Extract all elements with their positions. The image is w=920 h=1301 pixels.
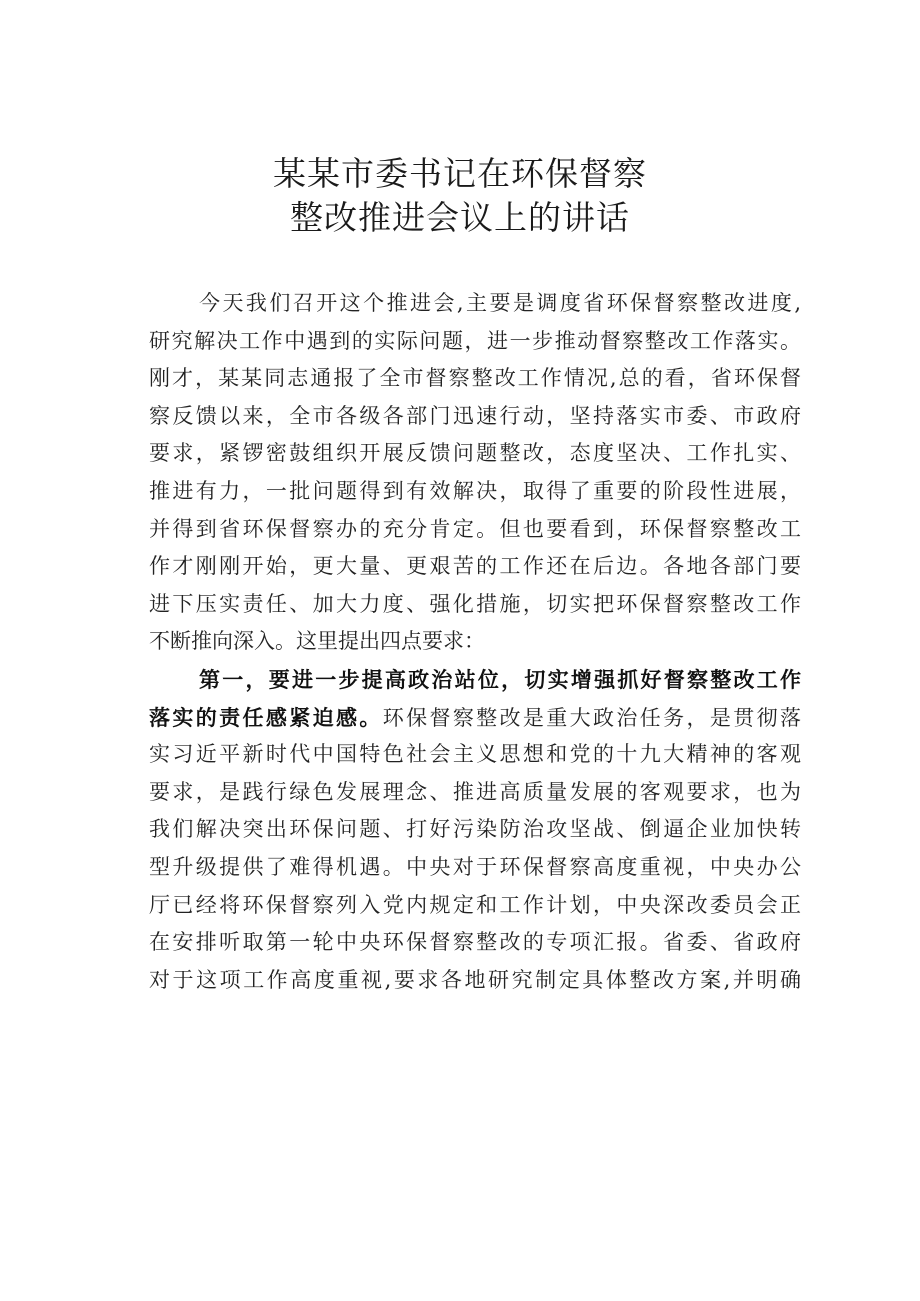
paragraph-line: 研究解决工作中遇到的实际问题，进一步推动督察整改工作落实。 <box>149 328 801 353</box>
paragraph-line: 今天我们召开这个推进会,主要是调度省环保督察整改进度, <box>199 291 801 315</box>
paragraph-line: 作才刚刚开始，更大量、更艰苦的工作还在后边。各地各部门要 <box>149 554 801 579</box>
paragraph-line: 我们解决突出环保问题、打好污染防治攻坚战、倒逼企业加快转 <box>149 817 801 842</box>
document-title <box>0 152 920 240</box>
paragraph-text: 环保督察整改是重大政治任务，是贯彻落 <box>382 705 801 730</box>
title-line-2: 整改推进会议上的讲话 <box>290 198 630 237</box>
paragraph-1 <box>149 285 801 661</box>
paragraph-line: 进下压实责任、加大力度、强化措施，切实把环保督察整改工作 <box>149 591 801 616</box>
paragraph-line: 察反馈以来，全市各级各部门迅速行动，坚持落实市委、市政府 <box>149 403 801 428</box>
title-line-1: 某某市委书记在环保督察 <box>273 154 647 193</box>
section-heading-line: 第一，要进一步提高政治站位，切实增强抓好督察整改工作 <box>199 666 801 692</box>
paragraph-line-mixed <box>149 699 801 737</box>
paragraph-line: 不断推向深入。这里提出四点要求： <box>149 629 485 654</box>
paragraph-line: 刚才，某某同志通报了全市督察整改工作情况,总的看，省环保督 <box>149 366 801 391</box>
paragraph-line: 要求，是践行绿色发展理念、推进高质量发展的客观要求，也为 <box>149 779 801 804</box>
paragraph-line: 在安排听取第一轮中央环保督察整改的专项汇报。省委、省政府 <box>149 930 801 955</box>
paragraph-line: 并得到省环保督察办的充分肯定。但也要看到，环保督察整改工 <box>149 516 801 541</box>
paragraph-line: 对于这项工作高度重视,要求各地研究制定具体整改方案,并明确 <box>149 967 801 992</box>
paragraph-2 <box>149 661 801 999</box>
paragraph-line: 要求，紧锣密鼓组织开展反馈问题整改，态度坚决、工作扎实、 <box>149 441 801 466</box>
section-heading-tail: 落实的责任感紧迫感。 <box>149 704 383 730</box>
paragraph-line: 推进有力，一批问题得到有效解决，取得了重要的阶段性进展， <box>149 478 801 503</box>
paragraph-line: 厅已经将环保督察列入党内规定和工作计划，中央深改委员会正 <box>149 892 801 917</box>
document-body <box>149 285 801 999</box>
paragraph-line: 型升级提供了难得机遇。中央对于环保督察高度重视，中央办公 <box>149 854 801 879</box>
paragraph-line: 实习近平新时代中国特色社会主义思想和党的十九大精神的客观 <box>149 742 801 767</box>
